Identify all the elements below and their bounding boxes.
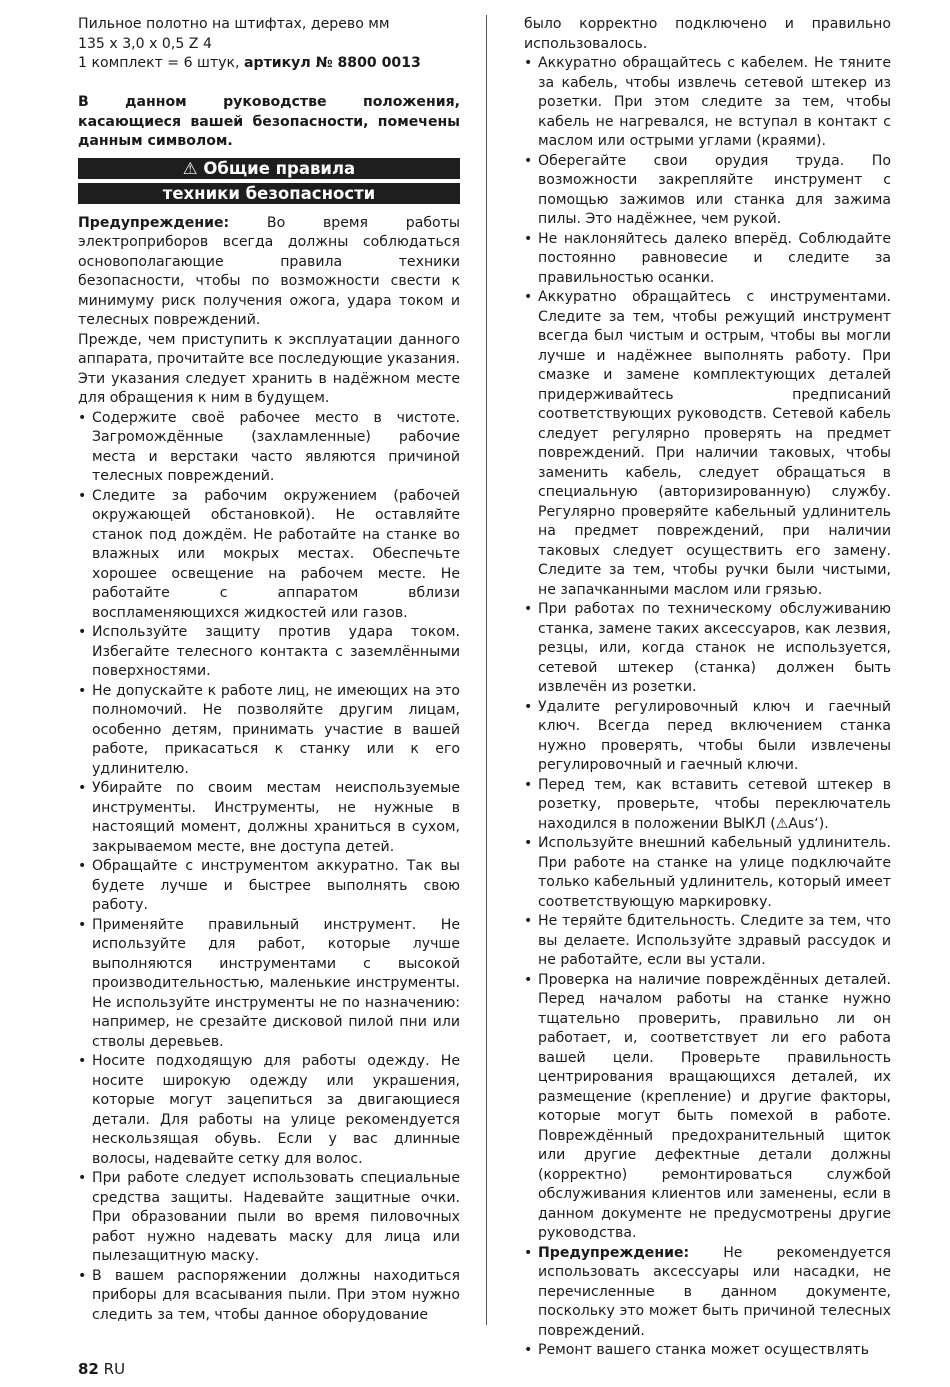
list-item: • Аккуратно обращайтесь с кабелем. Не тяните за кабель, чтобы извлечь сетевой штекер из розетки. При этом следите за тем, чтобы кабель не нагревался, не вступал в контакт с маслом или острыми углами (краями). bbox=[524, 54, 891, 152]
safety-list-right bbox=[524, 15, 891, 1361]
page-number: 82 bbox=[78, 1360, 99, 1378]
warning-triangle-icon: ⚠ bbox=[182, 158, 198, 178]
accessory-line-1: Пильное полотно на штифтах, дерево мм bbox=[78, 16, 390, 32]
list-item: • Содержите своё рабочее место в чистоте. Загромождённые (захламленные) рабочие места и верстаки часто являются причиной телесных повреждений. bbox=[78, 409, 460, 487]
list-item: • При работах по техническому обслуживанию станка, замене таких аксессуаров, как лезвия, резцы, или, когда станок не используется, сетевой штекер (станка) должен быть извлечён из розетки. bbox=[524, 600, 891, 698]
list-item-continuation: было корректно подключено и правильно использовалось. bbox=[524, 16, 891, 52]
right-column bbox=[524, 15, 891, 1361]
list-item: • Не допускайте к работе лиц, не имеющих на это полномочий. Не позволяйте другим лицам, особенно детям, принимать участие в вашей работе, прикасаться к станку или к его удлинителю. bbox=[78, 682, 460, 780]
warning-paragraph bbox=[78, 214, 460, 331]
left-column bbox=[78, 15, 460, 1325]
list-item: • Не наклоняйтесь далеко вперёд. Соблюдайте постоянно равновесие и следите за правильностью осанки. bbox=[524, 230, 891, 289]
accessory-line-2: 135 x 3,0 x 0,5 Z 4 bbox=[78, 35, 212, 52]
list-item: • При работе следует использовать специальные средства защиты. Надевайте защитные очки. При образовании пыли во время пиловочных работ нужно надевать маску для лица или пылезащитную маску. bbox=[78, 1169, 460, 1267]
list-item: • Применяйте правильный инструмент. Не используйте для работ, которые лучше выполняются инструментами с высокой производительностью, маленькие инструменты. Не используйте инструменты не по назначению: например, не срезайте дисковой пилой пни или стволы деревьев. bbox=[78, 916, 460, 1053]
section-banner-subtitle: техники безопасности bbox=[78, 183, 460, 204]
list-item: • Удалите регулировочный ключ и гаечный ключ. Всегда перед включением станка нужно проверять, чтобы были извлечены регулировочный и гаечный ключи. bbox=[524, 698, 891, 776]
list-item: • Убирайте по своим местам неиспользуемые инструменты. Инструменты, не нужные в настоящий момент, должны храниться в сухом, закрываемом месте, вне доступа детей. bbox=[78, 779, 460, 857]
list-item: • Используйте защиту против удара током. Избегайте телесного контакта с заземлёнными поверхностями. bbox=[78, 623, 460, 682]
list-item: • Проверка на наличие повреждённых деталей. Перед началом работы на станке нужно тщательно проверить, правильно ли он работает, и, соответствует ли его работа вашей цели. Проверьте правильность центрирования вращающихся деталей, их размещение (крепление) и другие факторы, которые могут быть помехой в работе. Повреждённый предохранительный щиток или другие дефектные детали должны (корректно) ремонтироваться службой обслуживания клиентов или заменены, если в данном документе не предусмотрены другие руководства. bbox=[524, 971, 891, 1244]
warning-text: Не рекомендуется использовать аксессуары или насадки, не перечисленные в данном документе, поскольку это может быть причиной телесных повреждений. bbox=[538, 1244, 891, 1339]
column-divider bbox=[486, 15, 487, 1325]
accessory-kit-line bbox=[78, 54, 460, 74]
list-item: • Аккуратно обращайтесь с инструментами. Следите за тем, чтобы режущий инструмент всегда был чистым и острым, чтобы вы могли лучше и надёжнее выполнять работу. При смазке и замене комплектующих деталей придерживайтесь предписаний соответствующих руководств. Сетевой кабель следует регулярно проверять на предмет повреждений. При наличии таковых, чтобы заменить кабель, следует обращаться в специальную (авторизированную) службу. Регулярно проверяйте кабельный удлинитель на предмет повреждений, при наличии таковых следует осуществить его замену. Следите за тем, чтобы ручки были чистыми, не запачканными маслом или грязью. bbox=[524, 288, 891, 600]
language-code: RU bbox=[98, 1360, 126, 1378]
list-item: • Ремонт вашего станка может осуществлять bbox=[524, 1341, 891, 1361]
list-item: • Носите подходящую для работы одежду. Не носите широкую одежду или украшения, которые могут зацепиться за двигающиеся детали. Для работы на улице рекомендуется нескользящая обувь. Если у вас длинные волосы, надевайте сетку для волос. bbox=[78, 1052, 460, 1169]
warning-text: Во время работы электроприборов всегда должны соблюдаться основополагающие правила техники безопасности, чтобы по возможности свести к минимуму риск получения ожога, удара током и телесных повреждений. bbox=[78, 214, 460, 328]
warning-label: Предупреждение: bbox=[78, 214, 230, 231]
list-item-warning bbox=[524, 1244, 891, 1342]
banner-line-1: Общие правила bbox=[203, 158, 356, 178]
list-item: • Оберегайте свои орудия труда. По возможности закрепляйте инструмент с помощью зажимов или станка для зажима пилы. Это надёжнее, чем рукой. bbox=[524, 152, 891, 230]
list-item: • Не теряйте бдительность. Следите за тем, что вы делаете. Используйте здравый рассудок и не работайте, если вы устали. bbox=[524, 912, 891, 971]
page-footer bbox=[78, 1360, 125, 1378]
section-banner-title bbox=[78, 158, 460, 179]
list-item: • В вашем распоряжении должны находиться приборы для всасывания пыли. При этом нужно следить за тем, чтобы данное оборудование bbox=[78, 1267, 460, 1326]
list-item: • Используйте внешний кабельный удлинитель. При работе на станке на улице подключайте только кабельный удлинитель, который имеет соответствующую маркировку. bbox=[524, 834, 891, 912]
safety-list-left bbox=[78, 409, 460, 1326]
list-item: • Перед тем, как вставить сетевой штекер в розетку, проверьте, чтобы переключатель находился в положении ВЫКЛ (⚠Aus‘). bbox=[524, 776, 891, 835]
safety-symbol-note: В данном руководстве положения, касающиеся вашей безопасности, помечены данным символом. bbox=[78, 94, 460, 149]
list-item: • Следите за рабочим окружением (рабочей окружающей обстановкой). Не оставляйте станок под дождём. Не работайте на станке во влажных или мокрых местах. Обеспечьте хорошее освещение на рабочем месте. Не работайте с аппаратом вблизи воспламеняющихся жидкостей или газов. bbox=[78, 487, 460, 624]
warning-label: Предупреждение: bbox=[538, 1244, 690, 1261]
list-item: • Обращайте с инструментом аккуратно. Так вы будете лучше и быстрее выполнять свою работу. bbox=[78, 857, 460, 916]
kit-article: артикул № 8800 0013 bbox=[243, 55, 421, 71]
kit-prefix: 1 комплект = 6 штук, bbox=[78, 55, 244, 71]
before-use-paragraph: Прежде, чем приступить к эксплуатации данного аппарата, прочитайте все последующие указания. Эти указания следует хранить в надёжном месте для обращения к ним в будущем. bbox=[78, 331, 460, 406]
